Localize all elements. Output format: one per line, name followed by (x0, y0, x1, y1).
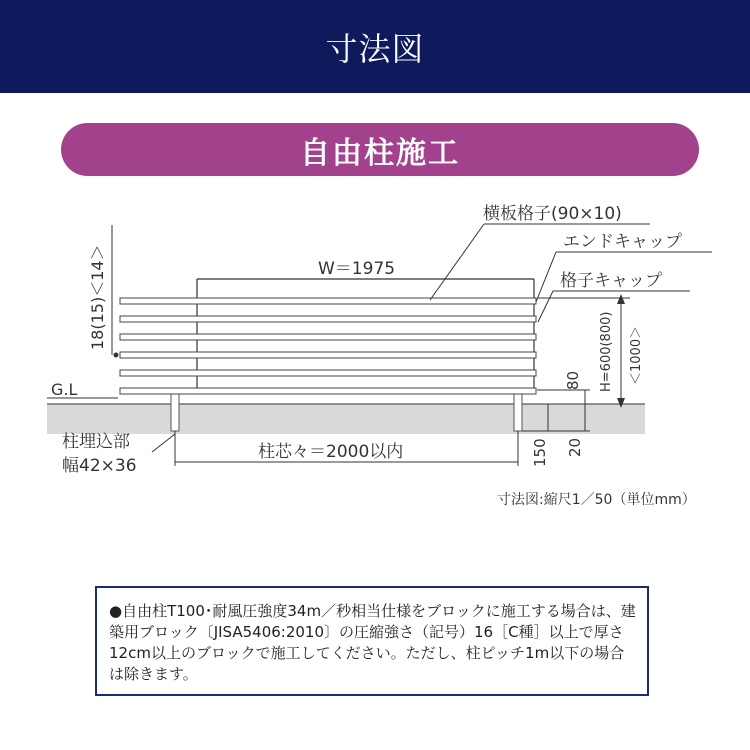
width-label: W＝1975 (318, 259, 396, 279)
rail (120, 352, 536, 358)
left-height-label: 18(15)＜14＞ (88, 244, 107, 350)
section-banner (61, 123, 699, 176)
end-cap-leader (536, 252, 556, 302)
left-post (171, 389, 179, 431)
ground-band (47, 404, 645, 434)
rail (120, 298, 536, 304)
height-arrow-top (617, 294, 625, 304)
note-text: ●自由柱T100･耐風圧強度34m／秒相当仕様をブロックに施工する場合は、建築用ブロック〔JISA5406:2010〕の圧縮強さ（記号）16［C種］以上で厚さ12cm以上のブロックで施工してください。ただし、柱ピッチ1m以下の場合は除きます。 (109, 602, 636, 683)
gl-label: G.L (51, 380, 78, 399)
height-alt-label: ＜1000＞ (629, 325, 644, 385)
rail-leader (430, 224, 484, 300)
post-embed-leader (152, 434, 175, 452)
post-embed-label-1: 柱埋込部 (62, 432, 130, 452)
lattice-cap-label: 格子キャップ (560, 271, 662, 291)
rail (120, 388, 536, 394)
dim-150-label: 150 (531, 438, 549, 467)
post-embed-label-2: 幅42×36 (62, 456, 137, 476)
page-header (0, 0, 750, 93)
section-title: 自由柱施工 (300, 135, 460, 171)
end-cap-label: エンドキャップ (563, 232, 682, 252)
rail (120, 334, 536, 340)
note-box (95, 586, 649, 696)
rail-label: 横板格子(90×10) (483, 204, 622, 224)
pitch-label: 柱芯々＝2000以内 (258, 442, 404, 462)
lattice-cap-leader (538, 291, 553, 322)
rail (120, 316, 536, 322)
rail (120, 370, 536, 376)
dim-80-label: 80 (564, 370, 582, 390)
rail-end-marker (114, 353, 119, 358)
scale-label: 寸法図:縮尺1／50（単位mm） (497, 492, 696, 508)
dimension-diagram (0, 190, 750, 520)
page-title: 寸法図 (325, 29, 425, 68)
right-post (514, 389, 522, 431)
dim-20-label: 20 (566, 437, 584, 457)
height-label: H=600(800) (599, 311, 614, 392)
horizontal-rails (120, 298, 536, 394)
